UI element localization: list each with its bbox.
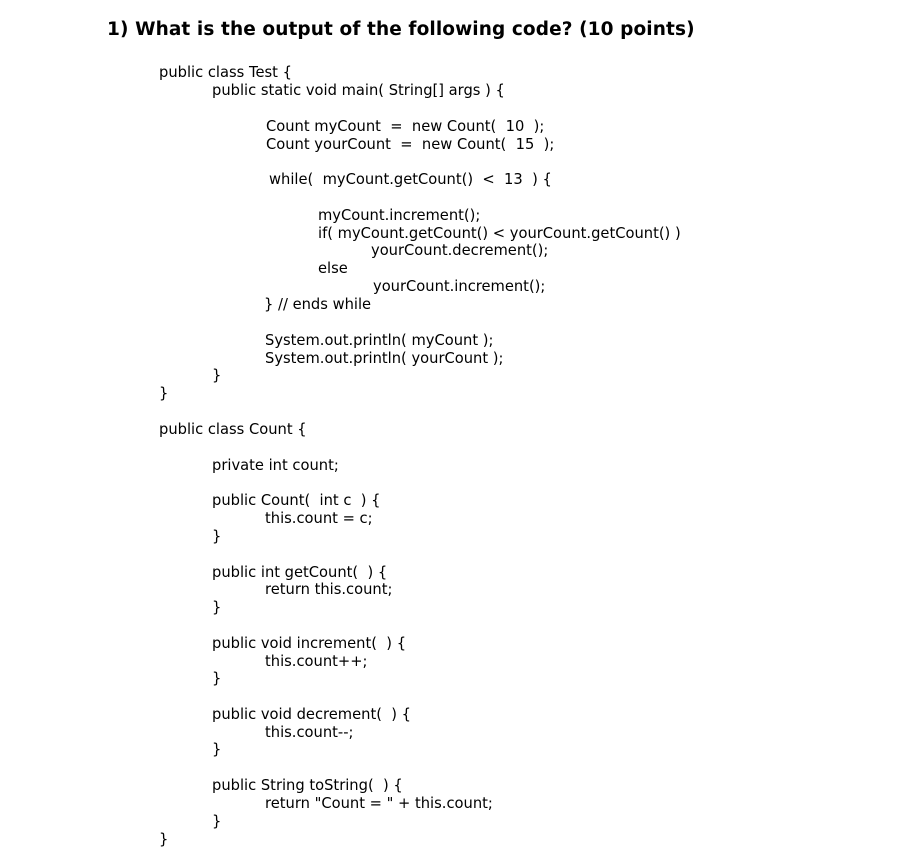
code-line: yourCount.increment(); — [373, 278, 546, 295]
code-line: myCount.increment(); — [318, 207, 481, 224]
code-line: } — [212, 528, 222, 545]
code-line: } — [212, 599, 222, 616]
code-line: public Count( int c ) { — [212, 492, 381, 509]
code-line: public static void main( String[] args ) { — [212, 82, 505, 99]
code-line: return this.count; — [265, 581, 393, 598]
code-line: public void decrement( ) { — [212, 706, 412, 723]
code-line: } — [212, 367, 222, 384]
question-title: 1) What is the output of the following code? (10 points) — [107, 19, 695, 40]
code-line: } — [159, 385, 169, 402]
code-line: } // ends while — [264, 296, 372, 313]
code-line: public String toString( ) { — [212, 777, 403, 794]
code-line: } — [159, 831, 169, 848]
code-line: } — [212, 670, 222, 687]
code-line: public void increment( ) { — [212, 635, 407, 652]
code-line: yourCount.decrement(); — [371, 242, 549, 259]
code-line: Count yourCount = new Count( 15 ); — [266, 136, 555, 153]
code-line: public class Test { — [159, 64, 292, 81]
code-line: private int count; — [212, 457, 339, 474]
code-line: public int getCount( ) { — [212, 564, 388, 581]
code-line: public class Count { — [159, 421, 307, 438]
code-line: System.out.println( yourCount ); — [265, 350, 504, 367]
code-line: this.count++; — [265, 653, 368, 670]
code-line: while( myCount.getCount() < 13 ) { — [269, 171, 552, 188]
code-line: System.out.println( myCount ); — [265, 332, 494, 349]
code-line: return "Count = " + this.count; — [265, 795, 493, 812]
code-line: } — [212, 741, 222, 758]
code-line: if( myCount.getCount() < yourCount.getCount() ) — [318, 225, 681, 242]
code-line: else — [318, 260, 348, 277]
code-line: this.count = c; — [265, 510, 373, 527]
code-line: Count myCount = new Count( 10 ); — [266, 118, 545, 135]
code-line: this.count--; — [265, 724, 354, 741]
code-line: } — [212, 813, 222, 830]
